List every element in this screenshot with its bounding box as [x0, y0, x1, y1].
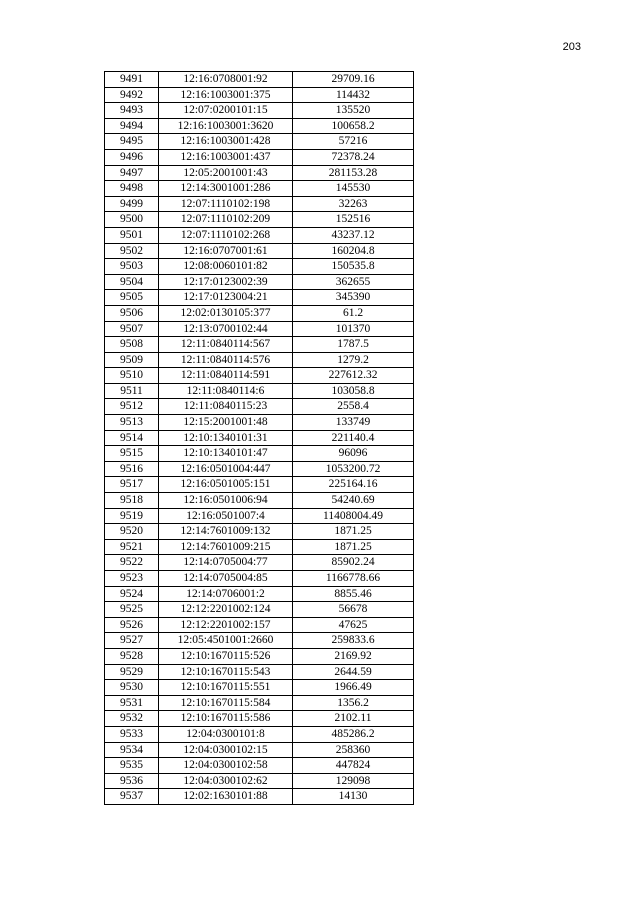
table-row — [105, 181, 414, 197]
table-row — [105, 446, 414, 462]
value-cell: 11408004.49 — [293, 508, 414, 524]
row-id-cell: 9501 — [105, 227, 159, 243]
cadastral-number-cell: 12:16:0501007:4 — [159, 508, 293, 524]
cadastral-number-cell: 12:16:0501005:151 — [159, 477, 293, 493]
row-id-cell: 9524 — [105, 586, 159, 602]
table-row — [105, 508, 414, 524]
value-cell: 135520 — [293, 103, 414, 119]
row-id-cell: 9499 — [105, 196, 159, 212]
table-row — [105, 352, 414, 368]
value-cell: 345390 — [293, 290, 414, 306]
table-row — [105, 305, 414, 321]
row-id-cell: 9528 — [105, 648, 159, 664]
cadastral-number-cell: 12:13:0700102:44 — [159, 321, 293, 337]
cadastral-number-cell: 12:04:0300102:62 — [159, 773, 293, 789]
cadastral-number-cell: 12:07:0200101:15 — [159, 103, 293, 119]
value-cell: 2102.11 — [293, 711, 414, 727]
cadastral-number-cell: 12:12:2201002:157 — [159, 617, 293, 633]
cadastral-number-cell: 12:05:4501001:2660 — [159, 633, 293, 649]
table-row — [105, 415, 414, 431]
value-cell: 29709.16 — [293, 72, 414, 88]
value-cell: 259833.6 — [293, 633, 414, 649]
value-cell: 100658.2 — [293, 118, 414, 134]
value-cell: 150535.8 — [293, 259, 414, 275]
row-id-cell: 9492 — [105, 87, 159, 103]
value-cell: 1871.25 — [293, 524, 414, 540]
cadastral-number-cell: 12:17:0123004:21 — [159, 290, 293, 306]
row-id-cell: 9530 — [105, 680, 159, 696]
row-id-cell: 9522 — [105, 555, 159, 571]
table-row — [105, 617, 414, 633]
value-cell: 362655 — [293, 274, 414, 290]
table-row — [105, 134, 414, 150]
cadastral-number-cell: 12:10:1670115:586 — [159, 711, 293, 727]
row-id-cell: 9514 — [105, 430, 159, 446]
table-row — [105, 337, 414, 353]
row-id-cell: 9506 — [105, 305, 159, 321]
value-cell: 129098 — [293, 773, 414, 789]
row-id-cell: 9517 — [105, 477, 159, 493]
value-cell: 114432 — [293, 87, 414, 103]
value-cell: 1356.2 — [293, 695, 414, 711]
value-cell: 54240.69 — [293, 493, 414, 509]
cadastral-number-cell: 12:05:2001001:43 — [159, 165, 293, 181]
value-cell: 227612.32 — [293, 368, 414, 384]
cadastral-number-cell: 12:10:1340101:47 — [159, 446, 293, 462]
value-cell: 1053200.72 — [293, 461, 414, 477]
value-cell: 43237.12 — [293, 227, 414, 243]
table-row — [105, 87, 414, 103]
cadastral-number-cell: 12:14:7601009:215 — [159, 539, 293, 555]
table-row — [105, 680, 414, 696]
table-row — [105, 165, 414, 181]
value-cell: 103058.8 — [293, 383, 414, 399]
value-cell: 145530 — [293, 181, 414, 197]
cadastral-number-cell: 12:10:1670115:526 — [159, 648, 293, 664]
row-id-cell: 9502 — [105, 243, 159, 259]
cadastral-number-cell: 12:16:1003001:437 — [159, 149, 293, 165]
table-row — [105, 648, 414, 664]
table-row — [105, 196, 414, 212]
cadastral-number-cell: 12:11:0840115:23 — [159, 399, 293, 415]
value-cell: 1966.49 — [293, 680, 414, 696]
page-number: 203 — [562, 41, 581, 53]
table-row — [105, 524, 414, 540]
row-id-cell: 9519 — [105, 508, 159, 524]
cadastral-number-cell: 12:16:1003001:375 — [159, 87, 293, 103]
value-cell: 14130 — [293, 789, 414, 805]
table-row — [105, 586, 414, 602]
table-row — [105, 742, 414, 758]
row-id-cell: 9493 — [105, 103, 159, 119]
cadastral-number-cell: 12:15:2001001:48 — [159, 415, 293, 431]
value-cell: 1871.25 — [293, 539, 414, 555]
value-cell: 281153.28 — [293, 165, 414, 181]
row-id-cell: 9498 — [105, 181, 159, 197]
cadastral-number-cell: 12:16:0708001:92 — [159, 72, 293, 88]
table-row — [105, 368, 414, 384]
table-row — [105, 149, 414, 165]
cadastral-number-cell: 12:04:0300102:58 — [159, 758, 293, 774]
value-cell: 57216 — [293, 134, 414, 150]
row-id-cell: 9526 — [105, 617, 159, 633]
table-row — [105, 118, 414, 134]
row-id-cell: 9521 — [105, 539, 159, 555]
row-id-cell: 9529 — [105, 664, 159, 680]
cadastral-number-cell: 12:10:1670115:584 — [159, 695, 293, 711]
row-id-cell: 9537 — [105, 789, 159, 805]
value-cell: 160204.8 — [293, 243, 414, 259]
cadastral-number-cell: 12:16:1003001:428 — [159, 134, 293, 150]
table-row — [105, 274, 414, 290]
row-id-cell: 9531 — [105, 695, 159, 711]
cadastral-number-cell: 12:10:1670115:543 — [159, 664, 293, 680]
table-row — [105, 789, 414, 805]
value-cell: 152516 — [293, 212, 414, 228]
value-cell: 2644.59 — [293, 664, 414, 680]
value-cell: 47625 — [293, 617, 414, 633]
value-cell: 485286.2 — [293, 726, 414, 742]
table-row — [105, 290, 414, 306]
value-cell: 101370 — [293, 321, 414, 337]
cadastral-number-cell: 12:04:0300101:8 — [159, 726, 293, 742]
value-cell: 2169.92 — [293, 648, 414, 664]
table-row — [105, 695, 414, 711]
cadastral-number-cell: 12:11:0840114:567 — [159, 337, 293, 353]
value-cell: 1787.5 — [293, 337, 414, 353]
row-id-cell: 9523 — [105, 571, 159, 587]
table-row — [105, 726, 414, 742]
table-row — [105, 72, 414, 88]
value-cell: 85902.24 — [293, 555, 414, 571]
value-cell: 225164.16 — [293, 477, 414, 493]
cadastral-number-cell: 12:02:0130105:377 — [159, 305, 293, 321]
table-row — [105, 103, 414, 119]
table-row — [105, 664, 414, 680]
row-id-cell: 9533 — [105, 726, 159, 742]
table-row — [105, 493, 414, 509]
value-cell: 447824 — [293, 758, 414, 774]
row-id-cell: 9503 — [105, 259, 159, 275]
table-row — [105, 773, 414, 789]
row-id-cell: 9525 — [105, 602, 159, 618]
cadastral-number-cell: 12:17:0123002:39 — [159, 274, 293, 290]
value-cell: 61.2 — [293, 305, 414, 321]
row-id-cell: 9505 — [105, 290, 159, 306]
data-table — [104, 71, 414, 805]
row-id-cell: 9507 — [105, 321, 159, 337]
row-id-cell: 9513 — [105, 415, 159, 431]
table-row — [105, 259, 414, 275]
table-row — [105, 555, 414, 571]
row-id-cell: 9512 — [105, 399, 159, 415]
value-cell: 96096 — [293, 446, 414, 462]
value-cell: 2558.4 — [293, 399, 414, 415]
table-row — [105, 212, 414, 228]
row-id-cell: 9536 — [105, 773, 159, 789]
value-cell: 258360 — [293, 742, 414, 758]
row-id-cell: 9516 — [105, 461, 159, 477]
cadastral-number-cell: 12:14:3001001:286 — [159, 181, 293, 197]
row-id-cell: 9504 — [105, 274, 159, 290]
table-row — [105, 711, 414, 727]
cadastral-number-cell: 12:02:1630101:88 — [159, 789, 293, 805]
row-id-cell: 9535 — [105, 758, 159, 774]
cadastral-number-cell: 12:14:7601009:132 — [159, 524, 293, 540]
table-row — [105, 227, 414, 243]
row-id-cell: 9510 — [105, 368, 159, 384]
row-id-cell: 9509 — [105, 352, 159, 368]
cadastral-number-cell: 12:04:0300102:15 — [159, 742, 293, 758]
value-cell: 1166778.66 — [293, 571, 414, 587]
table-row — [105, 399, 414, 415]
cadastral-number-cell: 12:16:0501004:447 — [159, 461, 293, 477]
table-row — [105, 243, 414, 259]
table-row — [105, 571, 414, 587]
cadastral-number-cell: 12:07:1110102:268 — [159, 227, 293, 243]
table-row — [105, 758, 414, 774]
row-id-cell: 9518 — [105, 493, 159, 509]
row-id-cell: 9500 — [105, 212, 159, 228]
row-id-cell: 9491 — [105, 72, 159, 88]
cadastral-number-cell: 12:16:1003001:3620 — [159, 118, 293, 134]
row-id-cell: 9511 — [105, 383, 159, 399]
value-cell: 221140.4 — [293, 430, 414, 446]
cadastral-number-cell: 12:10:1340101:31 — [159, 430, 293, 446]
cadastral-number-cell: 12:11:0840114:6 — [159, 383, 293, 399]
cadastral-number-cell: 12:11:0840114:576 — [159, 352, 293, 368]
table-row — [105, 539, 414, 555]
row-id-cell: 9496 — [105, 149, 159, 165]
row-id-cell: 9515 — [105, 446, 159, 462]
table-row — [105, 321, 414, 337]
value-cell: 56678 — [293, 602, 414, 618]
cadastral-number-cell: 12:16:0707001:61 — [159, 243, 293, 259]
value-cell: 32263 — [293, 196, 414, 212]
table-row — [105, 633, 414, 649]
row-id-cell: 9494 — [105, 118, 159, 134]
cadastral-number-cell: 12:14:0706001:2 — [159, 586, 293, 602]
cadastral-number-cell: 12:10:1670115:551 — [159, 680, 293, 696]
table-row — [105, 430, 414, 446]
cadastral-number-cell: 12:12:2201002:124 — [159, 602, 293, 618]
value-cell: 1279.2 — [293, 352, 414, 368]
cadastral-number-cell: 12:14:0705004:85 — [159, 571, 293, 587]
value-cell: 133749 — [293, 415, 414, 431]
cadastral-number-cell: 12:16:0501006:94 — [159, 493, 293, 509]
table-row — [105, 602, 414, 618]
row-id-cell: 9520 — [105, 524, 159, 540]
cadastral-number-cell: 12:08:0060101:82 — [159, 259, 293, 275]
row-id-cell: 9532 — [105, 711, 159, 727]
cadastral-number-cell: 12:07:1110102:198 — [159, 196, 293, 212]
row-id-cell: 9527 — [105, 633, 159, 649]
row-id-cell: 9534 — [105, 742, 159, 758]
table-body — [105, 72, 414, 805]
row-id-cell: 9508 — [105, 337, 159, 353]
row-id-cell: 9497 — [105, 165, 159, 181]
value-cell: 8855.46 — [293, 586, 414, 602]
cadastral-number-cell: 12:14:0705004:77 — [159, 555, 293, 571]
cadastral-number-cell: 12:11:0840114:591 — [159, 368, 293, 384]
value-cell: 72378.24 — [293, 149, 414, 165]
table-row — [105, 383, 414, 399]
cadastral-number-cell: 12:07:1110102:209 — [159, 212, 293, 228]
table-row — [105, 461, 414, 477]
row-id-cell: 9495 — [105, 134, 159, 150]
table-row — [105, 477, 414, 493]
